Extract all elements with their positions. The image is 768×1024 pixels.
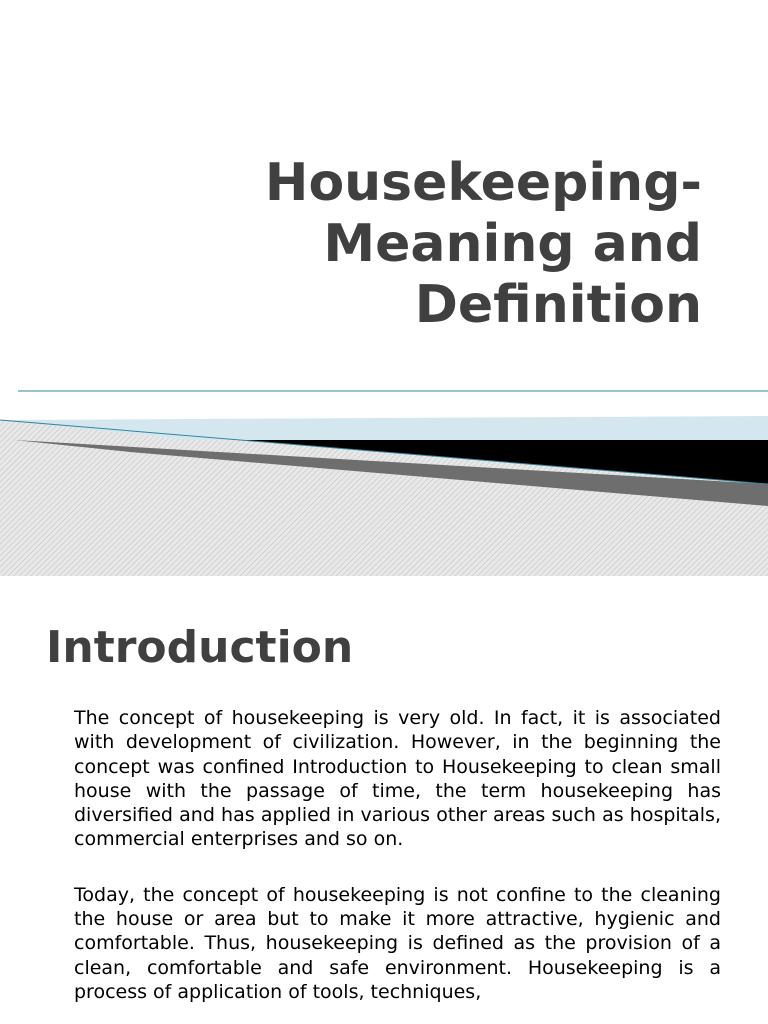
paragraph-2: Today, the concept of housekeeping is not confine to the cleaning the house or area but to make it more attractive, hygienic and comfortable. Thus, housekeeping is defined as the provision of a clean, comfortable and safe environment. Housekeeping is a process of application of tools, techniques, xyxy=(74,883,721,1003)
decorative-banner xyxy=(0,380,768,576)
paragraph-1: The concept of housekeeping is very old. In fact, it is associated with development of civilization. However, in the beginning the concept was confined Introduction to Housekeeping to clean small house with the passage of time, the term housekeeping has diversified and has applied in various other areas such as hospitals, commercial enterprises and so on. xyxy=(74,707,721,851)
section-heading: Introduction xyxy=(46,622,354,673)
body-text xyxy=(74,706,721,1024)
title-line-3: Definition xyxy=(414,274,702,335)
slide-title xyxy=(142,153,702,336)
introduction-slide xyxy=(0,576,768,1024)
title-line-2: Meaning and xyxy=(323,213,702,274)
title-line-1: Housekeeping- xyxy=(264,152,702,213)
